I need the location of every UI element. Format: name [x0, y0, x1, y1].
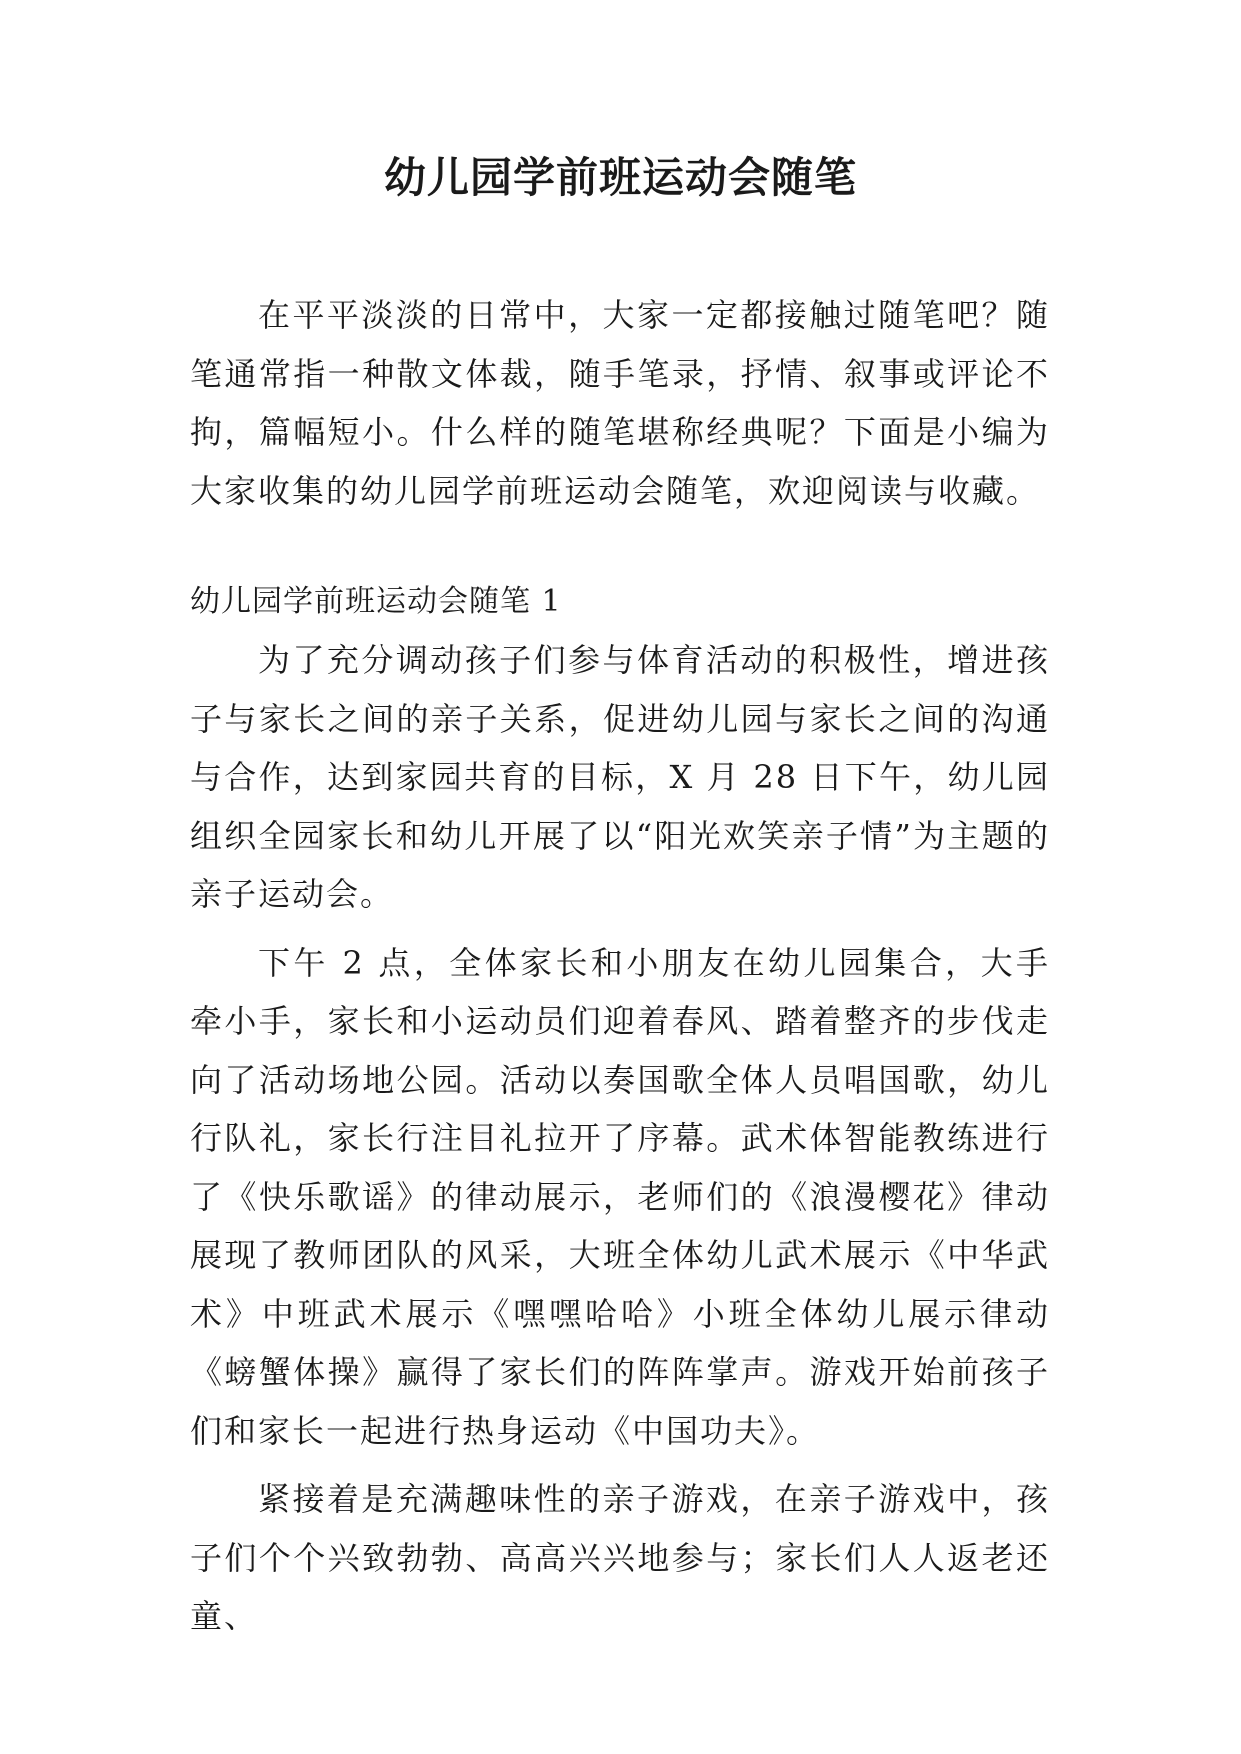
document-title: 幼儿园学前班运动会随笔 — [383, 153, 857, 202]
section-heading: 幼儿园学前班运动会随笔 1 — [190, 584, 562, 619]
section-paragraph: 下午 2 点，全体家长和小朋友在幼儿园集合，大手牵小手，家长和小运动员们迎着春风、踏着整齐的步伐走向了活动场地公园。活动以奏国歌全体人员唱国歌，幼儿行队礼，家长行注目礼拉开了序幕。武术体智能教练进行了《快乐歌谣》的律动展示，老师们的《浪漫樱花》律动展现了教师团队的风采，大班全体幼儿武术展示《中华武术》中班武术展示《嘿嘿哈哈》小班全体幼儿展示律动《螃蟹体操》赢得了家长们的阵阵掌声。游戏开始前孩子们和家长一起进行热身运动《中国功夫》。 — [190, 943, 1050, 1450]
section-paragraph: 为了充分调动孩子们参与体育活动的积极性，增进孩子与家长之间的亲子关系，促进幼儿园与家长之间的沟通与合作，达到家园共育的目标，X 月 28 日下午，幼儿园组织全园家长和幼儿开展了以“阳光欢笑亲子情”为主题的亲子运动会。 — [190, 641, 1050, 913]
section-paragraph: 紧接着是充满趣味性的亲子游戏，在亲子游戏中，孩子们个个兴致勃勃、高高兴兴地参与；家长们人人返老还童、 — [190, 1480, 1050, 1635]
section-body — [190, 631, 1050, 1656]
intro-paragraph: 在平平淡淡的日常中，大家一定都接触过随笔吧？随笔通常指一种散文体裁，随手笔录，抒情、叙事或评论不拘，篇幅短小。什么样的随笔堪称经典呢？下面是小编为大家收集的幼儿园学前班运动会随笔，欢迎阅读与收藏。 — [190, 296, 1050, 510]
